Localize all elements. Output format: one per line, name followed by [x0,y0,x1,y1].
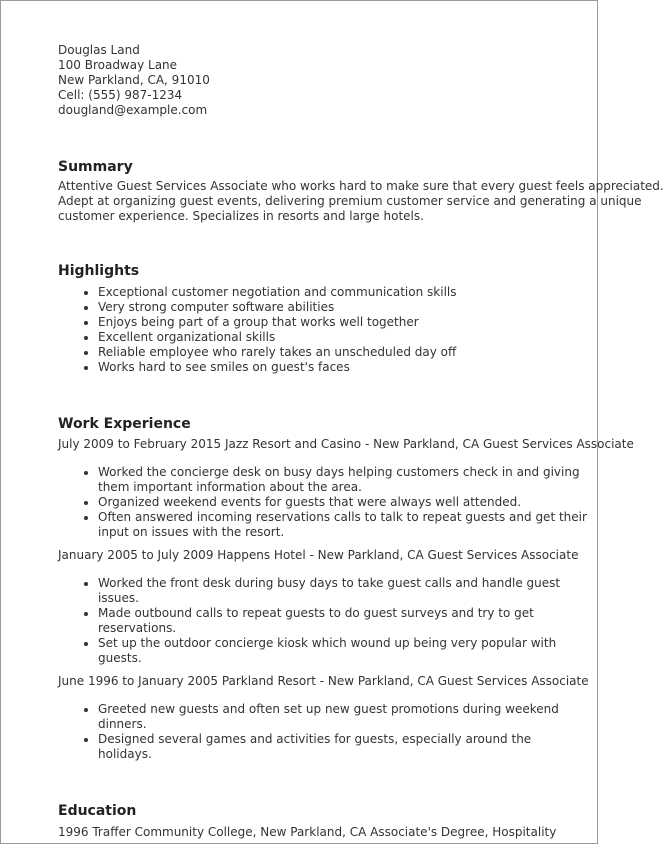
job-heading: July 2009 to February 2015 Jazz Resort and Casino - New Parkland, CA Guest Services Associate [58,437,634,451]
highlight-item: • Works hard to see smiles on guest's faces [98,360,588,375]
job-bullets [58,702,588,762]
highlight-item: • Exceptional customer negotiation and communication skills [98,285,588,300]
job-bullet: • Worked the front desk during busy days to take guest calls and handle guest issues. [98,576,588,606]
highlight-item: • Enjoys being part of a group that works well together [98,315,588,330]
job-bullet: • Made outbound calls to repeat guests to do guest surveys and try to get reservations. [98,606,588,636]
contact-block [58,43,588,118]
job-bullet: • Organized weekend events for guests that were always well attended. [98,495,588,510]
contact-email: dougland@example.com [58,103,208,117]
job-heading: January 2005 to July 2009 Happens Hotel - New Parkland, CA Guest Services Associate [58,548,579,562]
resume-content [58,43,664,840]
summary-line: customer experience. Specializes in resorts and large hotels. [58,209,424,223]
contact-address: 100 Broadway Lane [58,58,178,72]
job-bullet: • Designed several games and activities for guests, especially around the holidays. [98,732,588,762]
contact-city: New Parkland, CA, 91010 [58,73,210,87]
job-bullet: • Set up the outdoor concierge kiosk which wound up being very popular with guests. [98,636,588,666]
summary-line: Attentive Guest Services Associate who works hard to make sure that every guest feels appreciated. [58,179,664,193]
education-heading: Education [58,803,137,819]
contact-phone: Cell: (555) 987-1234 [58,88,183,102]
contact-name: Douglas Land [58,43,140,57]
highlight-item: • Reliable employee who rarely takes an unscheduled day off [98,345,588,360]
summary-line: Adept at organizing guest events, delivering premium customer service and generating a unique [58,194,642,208]
job-bullet: • Worked the concierge desk on busy days helping customers check in and giving them important information about the area. [98,465,588,495]
job-bullets [58,576,588,666]
highlights-heading: Highlights [58,263,140,279]
experience-heading: Work Experience [58,416,191,432]
job-bullets [58,465,588,540]
job-bullet: • Often answered incoming reservations calls to talk to repeat guests and get their input on issues with the resort. [98,510,588,540]
highlight-item: • Very strong computer software abilities [98,300,588,315]
highlights-list [58,285,588,375]
summary-heading: Summary [58,159,133,175]
summary-text [58,179,664,224]
job-bullet: • Greeted new guests and often set up new guest promotions during weekend dinners. [98,702,588,732]
education-entry: 1996 Traffer Community College, New Parkland, CA Associate's Degree, Hospitality [58,825,557,839]
job-heading: June 1996 to January 2005 Parkland Resort - New Parkland, CA Guest Services Associate [58,674,589,688]
highlight-item: • Excellent organizational skills [98,330,588,345]
